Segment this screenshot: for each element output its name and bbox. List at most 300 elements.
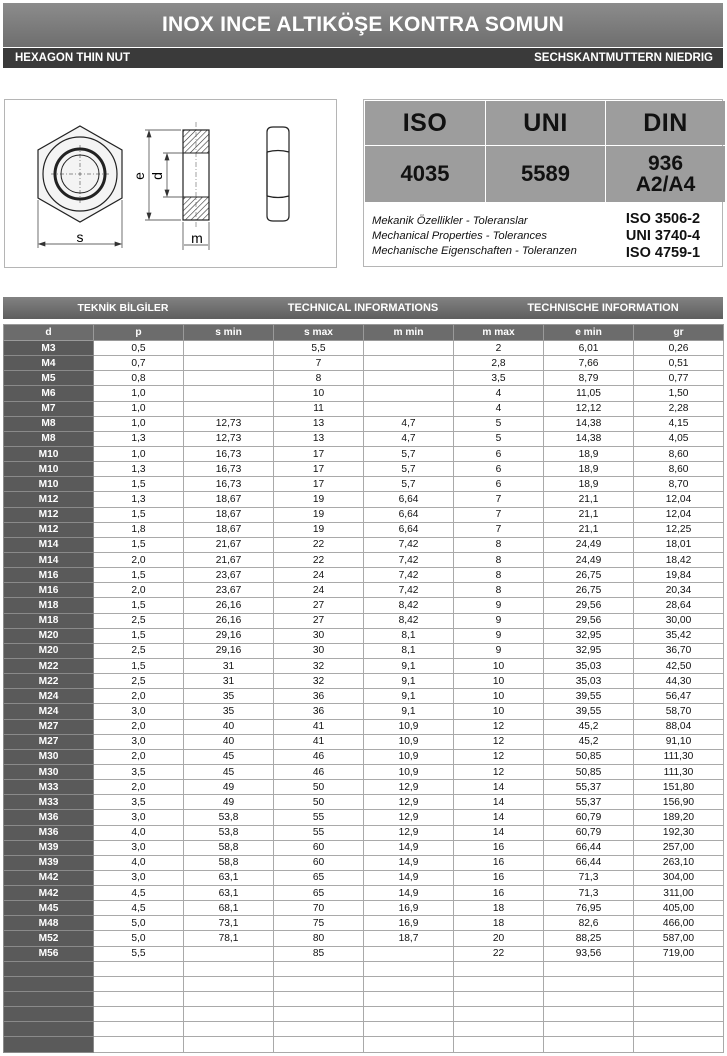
table-cell: 60,79 — [544, 810, 634, 825]
table-cell: M27 — [4, 719, 94, 734]
table-cell: 4,0 — [94, 855, 184, 870]
table-cell: 60,79 — [544, 825, 634, 840]
hexagon-front-view — [38, 126, 122, 222]
table-row — [4, 704, 724, 719]
column-header: d — [4, 325, 94, 341]
table-cell: 39,55 — [544, 704, 634, 719]
table-cell: 91,10 — [634, 734, 724, 749]
table-cell: 24,49 — [544, 537, 634, 552]
table-cell — [364, 1007, 454, 1022]
table-cell: 18,67 — [184, 507, 274, 522]
table-cell: M5 — [4, 371, 94, 386]
table-row — [4, 522, 724, 537]
table-cell: 3,0 — [94, 810, 184, 825]
table-row — [4, 356, 724, 371]
table-cell: 12,04 — [634, 507, 724, 522]
table-cell: 2,0 — [94, 552, 184, 567]
table-cell — [4, 1007, 94, 1022]
table-cell: 27 — [274, 598, 364, 613]
table-cell: 30 — [274, 643, 364, 658]
table-cell: 63,1 — [184, 870, 274, 885]
table-cell: 2,0 — [94, 749, 184, 764]
table-cell: 60 — [274, 855, 364, 870]
table-cell: 3,5 — [94, 795, 184, 810]
table-cell: M42 — [4, 870, 94, 885]
table-row — [4, 431, 724, 446]
table-cell — [184, 401, 274, 416]
table-cell: 2 — [454, 341, 544, 356]
table-cell: 18 — [454, 916, 544, 931]
table-cell: M20 — [4, 628, 94, 643]
table-cell — [184, 1022, 274, 1037]
table-row — [4, 507, 724, 522]
table-cell: 17 — [274, 477, 364, 492]
table-cell: 257,00 — [634, 840, 724, 855]
table-row — [4, 976, 724, 991]
table-cell: 29,16 — [184, 628, 274, 643]
table-row — [4, 341, 724, 356]
table-cell: 12,25 — [634, 522, 724, 537]
table-cell: 9 — [454, 628, 544, 643]
table-row — [4, 689, 724, 704]
table-cell: 8,79 — [544, 371, 634, 386]
table-cell: 18,01 — [634, 537, 724, 552]
column-header: e min — [544, 325, 634, 341]
table-cell — [184, 371, 274, 386]
table-cell: 8 — [454, 583, 544, 598]
table-cell: 5,7 — [364, 446, 454, 461]
table-cell — [184, 1007, 274, 1022]
table-cell: 45,2 — [544, 734, 634, 749]
table-row — [4, 643, 724, 658]
table-cell: 1,8 — [94, 522, 184, 537]
table-cell — [184, 992, 274, 1007]
table-cell: 35 — [184, 689, 274, 704]
table-cell: 466,00 — [634, 916, 724, 931]
table-cell: 18,42 — [634, 552, 724, 567]
table-cell: 14 — [454, 810, 544, 825]
table-cell: M4 — [4, 356, 94, 371]
column-header: p — [94, 325, 184, 341]
table-cell: 12,73 — [184, 416, 274, 431]
side-view — [267, 127, 289, 221]
table-cell — [634, 992, 724, 1007]
iso-header: ISO — [365, 101, 485, 145]
title-text: INOX INCE ALTIKÖŞE KONTRA SOMUN — [161, 13, 565, 36]
table-cell: 80 — [274, 931, 364, 946]
table-cell: 7,42 — [364, 583, 454, 598]
table-cell: 10 — [454, 674, 544, 689]
table-cell: 16 — [454, 886, 544, 901]
table-cell: 16,73 — [184, 477, 274, 492]
table-cell: 21,67 — [184, 537, 274, 552]
table-cell: 21,1 — [544, 507, 634, 522]
table-cell: 4,7 — [364, 416, 454, 431]
table-row — [4, 371, 724, 386]
table-cell: 8,60 — [634, 462, 724, 477]
table-cell — [634, 1007, 724, 1022]
table-cell: 2,28 — [634, 401, 724, 416]
table-cell: 4,5 — [94, 901, 184, 916]
table-cell: 2,5 — [94, 643, 184, 658]
table-cell: 0,5 — [94, 341, 184, 356]
spec-table — [3, 324, 724, 1053]
table-row — [4, 477, 724, 492]
table-cell: M6 — [4, 386, 94, 401]
table-cell: 45,2 — [544, 719, 634, 734]
table-cell: 2,8 — [454, 356, 544, 371]
table-cell: 76,95 — [544, 901, 634, 916]
table-cell: 0,8 — [94, 371, 184, 386]
table-cell: 3,0 — [94, 704, 184, 719]
table-cell: 5,0 — [94, 916, 184, 931]
table-cell: 6,64 — [364, 507, 454, 522]
table-cell: 58,8 — [184, 855, 274, 870]
table-cell: M39 — [4, 840, 94, 855]
column-header: s min — [184, 325, 274, 341]
table-cell — [184, 356, 274, 371]
table-cell — [274, 976, 364, 991]
table-cell: 10 — [454, 689, 544, 704]
table-cell: 719,00 — [634, 946, 724, 961]
tech-header-german: TECHNISCHE INFORMATION — [527, 302, 679, 314]
table-row — [4, 734, 724, 749]
table-cell: 66,44 — [544, 855, 634, 870]
table-cell: M36 — [4, 810, 94, 825]
table-cell: 63,1 — [184, 886, 274, 901]
table-row — [4, 749, 724, 764]
table-cell: 405,00 — [634, 901, 724, 916]
table-cell: 2,0 — [94, 719, 184, 734]
spec-table-head — [4, 325, 724, 341]
table-cell: 30,00 — [634, 613, 724, 628]
table-cell: 311,00 — [634, 886, 724, 901]
table-cell — [94, 1022, 184, 1037]
table-row — [4, 825, 724, 840]
table-cell — [544, 976, 634, 991]
table-cell: 23,67 — [184, 583, 274, 598]
table-row — [4, 764, 724, 779]
table-cell: 55,37 — [544, 780, 634, 795]
table-cell: 4 — [454, 386, 544, 401]
table-cell: 6,64 — [364, 492, 454, 507]
table-cell: 10 — [274, 386, 364, 401]
table-row — [4, 840, 724, 855]
table-cell — [4, 1022, 94, 1037]
table-cell: 12,9 — [364, 810, 454, 825]
table-cell: 14 — [454, 780, 544, 795]
table-row — [4, 583, 724, 598]
table-cell: M18 — [4, 598, 94, 613]
section-view — [183, 122, 209, 228]
table-cell: 0,7 — [94, 356, 184, 371]
table-cell: 13 — [274, 416, 364, 431]
table-cell: 11,05 — [544, 386, 634, 401]
note-turkish: Mekanik Özellikler - Toleranslar — [372, 214, 528, 227]
column-header: gr — [634, 325, 724, 341]
table-cell — [184, 961, 274, 976]
table-cell: 35,42 — [634, 628, 724, 643]
table-cell: 7,42 — [364, 537, 454, 552]
table-cell: 55 — [274, 810, 364, 825]
table-row — [4, 446, 724, 461]
table-cell: 9,1 — [364, 704, 454, 719]
table-cell — [94, 1037, 184, 1052]
table-cell: 65 — [274, 870, 364, 885]
table-cell: 10,9 — [364, 734, 454, 749]
table-cell — [454, 1022, 544, 1037]
table-cell: 19 — [274, 507, 364, 522]
nut-drawing — [4, 99, 337, 268]
table-cell: 1,5 — [94, 658, 184, 673]
table-cell: 14 — [454, 825, 544, 840]
table-cell: 1,3 — [94, 492, 184, 507]
table-cell — [364, 401, 454, 416]
subtitle-bar — [3, 48, 723, 68]
din-number-cell — [606, 146, 725, 202]
table-cell: M16 — [4, 568, 94, 583]
table-cell: 82,6 — [544, 916, 634, 931]
table-cell: 14,9 — [364, 886, 454, 901]
table-row — [4, 886, 724, 901]
table-cell: M52 — [4, 931, 94, 946]
m-label: m — [191, 230, 203, 246]
table-cell: 7,42 — [364, 568, 454, 583]
table-cell — [364, 976, 454, 991]
table-cell: 85 — [274, 946, 364, 961]
table-cell: 24,49 — [544, 552, 634, 567]
table-cell: 4,0 — [94, 825, 184, 840]
tech-header-english: TECHNICAL INFORMATIONS — [287, 302, 439, 314]
table-cell: 21,1 — [544, 522, 634, 537]
table-cell: 1,5 — [94, 568, 184, 583]
table-cell: 24 — [274, 583, 364, 598]
table-cell: 10,9 — [364, 749, 454, 764]
table-cell: 1,5 — [94, 507, 184, 522]
standards-bottom — [364, 203, 722, 269]
table-cell: 22 — [274, 552, 364, 567]
table-cell — [454, 961, 544, 976]
table-cell: 49 — [184, 780, 274, 795]
table-row — [4, 916, 724, 931]
table-row — [4, 1037, 724, 1052]
table-cell — [184, 1037, 274, 1052]
table-row — [4, 416, 724, 431]
table-cell: 50,85 — [544, 749, 634, 764]
table-cell: 32 — [274, 674, 364, 689]
table-cell: 78,1 — [184, 931, 274, 946]
table-cell: 263,10 — [634, 855, 724, 870]
table-cell: 42,50 — [634, 658, 724, 673]
table-cell: 44,30 — [634, 674, 724, 689]
table-cell: 7 — [454, 522, 544, 537]
uni-header: UNI — [486, 101, 605, 145]
table-cell: 12,9 — [364, 825, 454, 840]
table-cell: 111,30 — [634, 749, 724, 764]
table-cell: 70 — [274, 901, 364, 916]
table-cell — [544, 1022, 634, 1037]
table-row — [4, 946, 724, 961]
table-cell: 16,73 — [184, 446, 274, 461]
table-cell: 9,1 — [364, 689, 454, 704]
table-cell: 12,9 — [364, 795, 454, 810]
table-row — [4, 492, 724, 507]
table-cell: 26,75 — [544, 583, 634, 598]
iso-ref-3: ISO 4759-1 — [625, 244, 701, 261]
table-row — [4, 855, 724, 870]
table-cell: 50,85 — [544, 764, 634, 779]
table-cell: 9,1 — [364, 658, 454, 673]
table-cell — [364, 946, 454, 961]
table-cell: M30 — [4, 749, 94, 764]
table-cell — [4, 961, 94, 976]
table-cell: 5,7 — [364, 477, 454, 492]
note-german: Mechanische Eigenschaften - Toleranzen — [372, 244, 577, 257]
table-cell — [184, 946, 274, 961]
table-cell: 12 — [454, 764, 544, 779]
table-row — [4, 598, 724, 613]
table-cell: 6,01 — [544, 341, 634, 356]
table-cell: 8,1 — [364, 628, 454, 643]
table-cell — [274, 1007, 364, 1022]
table-cell: 1,0 — [94, 446, 184, 461]
table-cell: 35 — [184, 704, 274, 719]
table-cell: 8 — [454, 568, 544, 583]
table-cell — [634, 961, 724, 976]
table-cell: 12,73 — [184, 431, 274, 446]
table-cell — [364, 1037, 454, 1052]
table-cell: 5,5 — [274, 341, 364, 356]
table-cell: 9,1 — [364, 674, 454, 689]
table-cell — [544, 992, 634, 1007]
table-cell: 40 — [184, 734, 274, 749]
table-cell: 2,5 — [94, 674, 184, 689]
table-cell: 35,03 — [544, 674, 634, 689]
table-cell: M33 — [4, 780, 94, 795]
table-cell: M10 — [4, 462, 94, 477]
table-cell: M36 — [4, 825, 94, 840]
table-cell: 9 — [454, 643, 544, 658]
table-cell: M12 — [4, 522, 94, 537]
table-cell: 10 — [454, 704, 544, 719]
table-cell: 26,16 — [184, 598, 274, 613]
table-cell: 28,64 — [634, 598, 724, 613]
table-row — [4, 674, 724, 689]
table-cell: 0,51 — [634, 356, 724, 371]
table-cell: 10,9 — [364, 764, 454, 779]
column-header: m max — [454, 325, 544, 341]
table-cell: 23,67 — [184, 568, 274, 583]
table-cell — [4, 992, 94, 1007]
table-cell: 60 — [274, 840, 364, 855]
table-cell — [184, 341, 274, 356]
table-cell: 587,00 — [634, 931, 724, 946]
note-english: Mechanical Properties - Tolerances — [372, 229, 547, 242]
table-cell: 192,30 — [634, 825, 724, 840]
technical-info-header — [3, 297, 723, 319]
table-cell: 156,90 — [634, 795, 724, 810]
table-cell: M14 — [4, 537, 94, 552]
table-cell: 16,73 — [184, 462, 274, 477]
table-cell: 3,5 — [94, 764, 184, 779]
table-cell — [454, 976, 544, 991]
table-row — [4, 568, 724, 583]
table-cell: 20 — [454, 931, 544, 946]
table-cell: 29,56 — [544, 598, 634, 613]
s-label: s — [76, 229, 84, 245]
table-cell: M8 — [4, 416, 94, 431]
table-cell: 9 — [454, 598, 544, 613]
table-cell: M33 — [4, 795, 94, 810]
table-cell: 22 — [274, 537, 364, 552]
table-row — [4, 401, 724, 416]
table-cell: M24 — [4, 704, 94, 719]
table-cell: M10 — [4, 477, 94, 492]
table-cell: 1,3 — [94, 431, 184, 446]
table-cell — [184, 386, 274, 401]
table-row — [4, 795, 724, 810]
d-dimension — [163, 153, 183, 197]
table-cell — [4, 976, 94, 991]
table-cell: M24 — [4, 689, 94, 704]
table-row — [4, 961, 724, 976]
standards-panel — [363, 99, 723, 267]
table-cell: 5,7 — [364, 462, 454, 477]
iso-ref-2: UNI 3740-4 — [625, 227, 701, 244]
table-cell: 6 — [454, 462, 544, 477]
table-cell: 12 — [454, 719, 544, 734]
table-cell — [634, 976, 724, 991]
table-cell: 29,16 — [184, 643, 274, 658]
table-cell: 14,9 — [364, 855, 454, 870]
table-cell: 3,5 — [454, 371, 544, 386]
table-cell: 58,8 — [184, 840, 274, 855]
table-row — [4, 901, 724, 916]
table-cell: 16,9 — [364, 916, 454, 931]
table-cell: 18,7 — [364, 931, 454, 946]
table-cell: 26,75 — [544, 568, 634, 583]
table-cell: 17 — [274, 446, 364, 461]
table-cell: 5,5 — [94, 946, 184, 961]
table-cell: 12 — [454, 749, 544, 764]
uni-number: 5589 — [486, 146, 605, 202]
table-cell: M42 — [4, 886, 94, 901]
subtitle-english: HEXAGON THIN NUT — [15, 52, 130, 64]
table-cell: 19 — [274, 492, 364, 507]
table-cell: 10 — [454, 658, 544, 673]
table-cell: 1,0 — [94, 416, 184, 431]
table-cell: 5,0 — [94, 931, 184, 946]
table-cell: 8 — [454, 552, 544, 567]
table-row — [4, 628, 724, 643]
table-row — [4, 658, 724, 673]
din-number: 936 — [647, 152, 684, 175]
table-cell: 22 — [454, 946, 544, 961]
table-cell: 32,95 — [544, 643, 634, 658]
din-header: DIN — [606, 101, 725, 145]
table-cell: M48 — [4, 916, 94, 931]
table-cell: 12,9 — [364, 780, 454, 795]
table-cell: 4 — [454, 401, 544, 416]
table-cell — [544, 1037, 634, 1052]
table-cell: 189,20 — [634, 810, 724, 825]
table-cell: 29,56 — [544, 613, 634, 628]
table-cell: 3,0 — [94, 870, 184, 885]
standards-grid — [364, 100, 722, 203]
table-cell: 1,5 — [94, 477, 184, 492]
table-cell — [94, 1007, 184, 1022]
table-cell: 46 — [274, 749, 364, 764]
